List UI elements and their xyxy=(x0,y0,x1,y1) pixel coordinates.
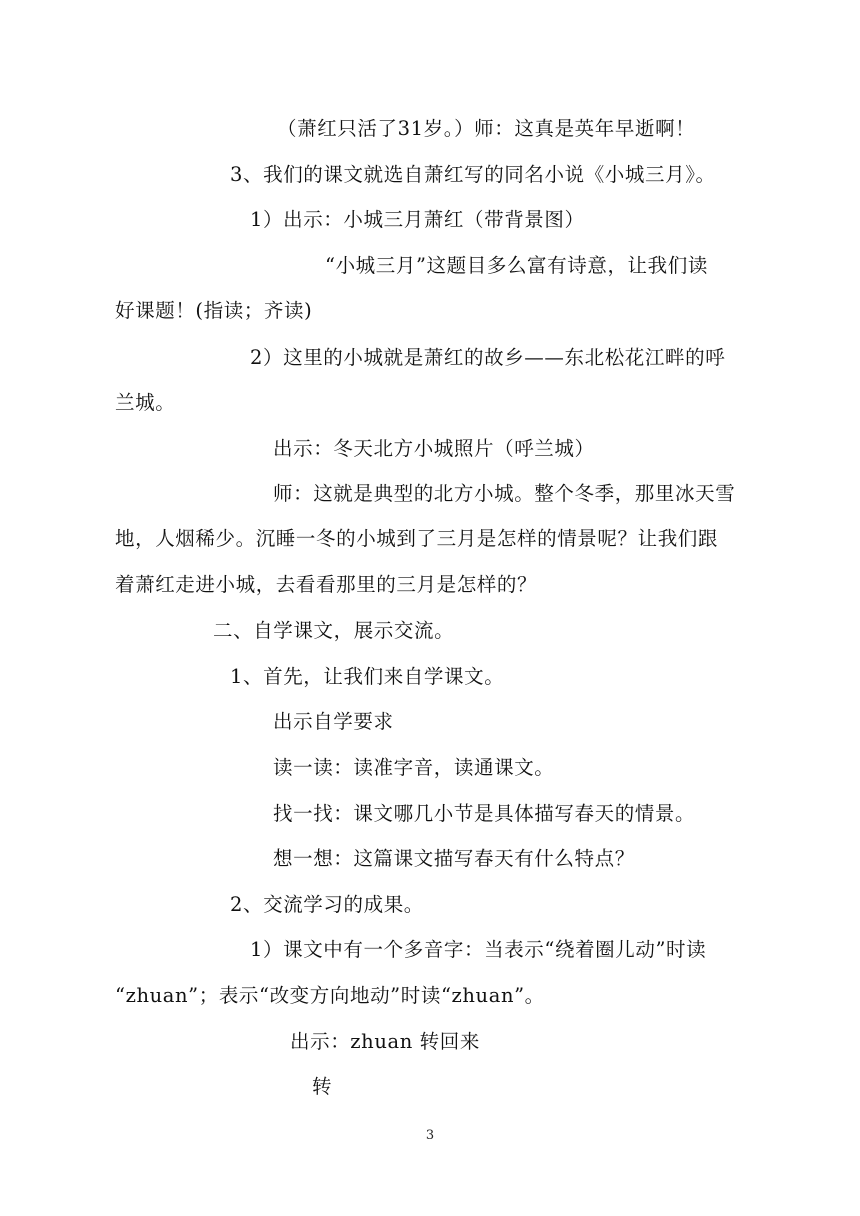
text-line: 2、交流学习的成果。 xyxy=(230,893,424,916)
text-line: 地，人烟稀少。沉睡一冬的小城到了三月是怎样的情景呢？让我们跟 xyxy=(115,527,719,550)
text-line: 出示：冬天北方小城照片（呼兰城） xyxy=(273,437,595,460)
text-line: 师：这就是典型的北方小城。整个冬季，那里冰天雪 xyxy=(273,482,736,505)
text-line: 读一读：读准字音，读通课文。 xyxy=(273,756,555,779)
text-line: 好课题！(指读；齐读) xyxy=(115,299,313,322)
text-line: 找一找：课文哪几小节是具体描写春天的情景。 xyxy=(273,802,696,825)
text-line: 转 xyxy=(312,1075,333,1098)
text-line: 兰城。 xyxy=(115,391,176,414)
text-line: 着萧红走进小城，去看看那里的三月是怎样的？ xyxy=(115,573,538,596)
text-line: 出示：zhuan 转回来 xyxy=(290,1030,480,1053)
text-line: （萧红只活了31岁。）师：这真是英年早逝啊！ xyxy=(277,117,696,140)
text-line: “小城三月”这题目多么富有诗意，让我们读 xyxy=(325,254,708,277)
text-line: 1）出示：小城三月萧红（带背景图） xyxy=(250,208,585,231)
text-line: 1）课文中有一个多音字：当表示“绕着圈儿动”时读 xyxy=(250,938,707,961)
text-line: 1、首先，让我们来自学课文。 xyxy=(230,665,505,688)
section-heading: 二、自学课文，展示交流。 xyxy=(213,619,455,642)
page-number: 3 xyxy=(425,1128,435,1143)
text-line: 出示自学要求 xyxy=(273,710,394,733)
text-line: 想一想：这篇课文描写春天有什么特点？ xyxy=(273,847,635,870)
text-line: 3、我们的课文就选自萧红写的同名小说《小城三月》。 xyxy=(230,163,716,186)
text-line: “zhuan”；表示“改变方向地动”时读“zhuan”。 xyxy=(115,984,545,1007)
text-line: 2）这里的小城就是萧红的故乡——东北松花江畔的呼 xyxy=(250,346,726,369)
